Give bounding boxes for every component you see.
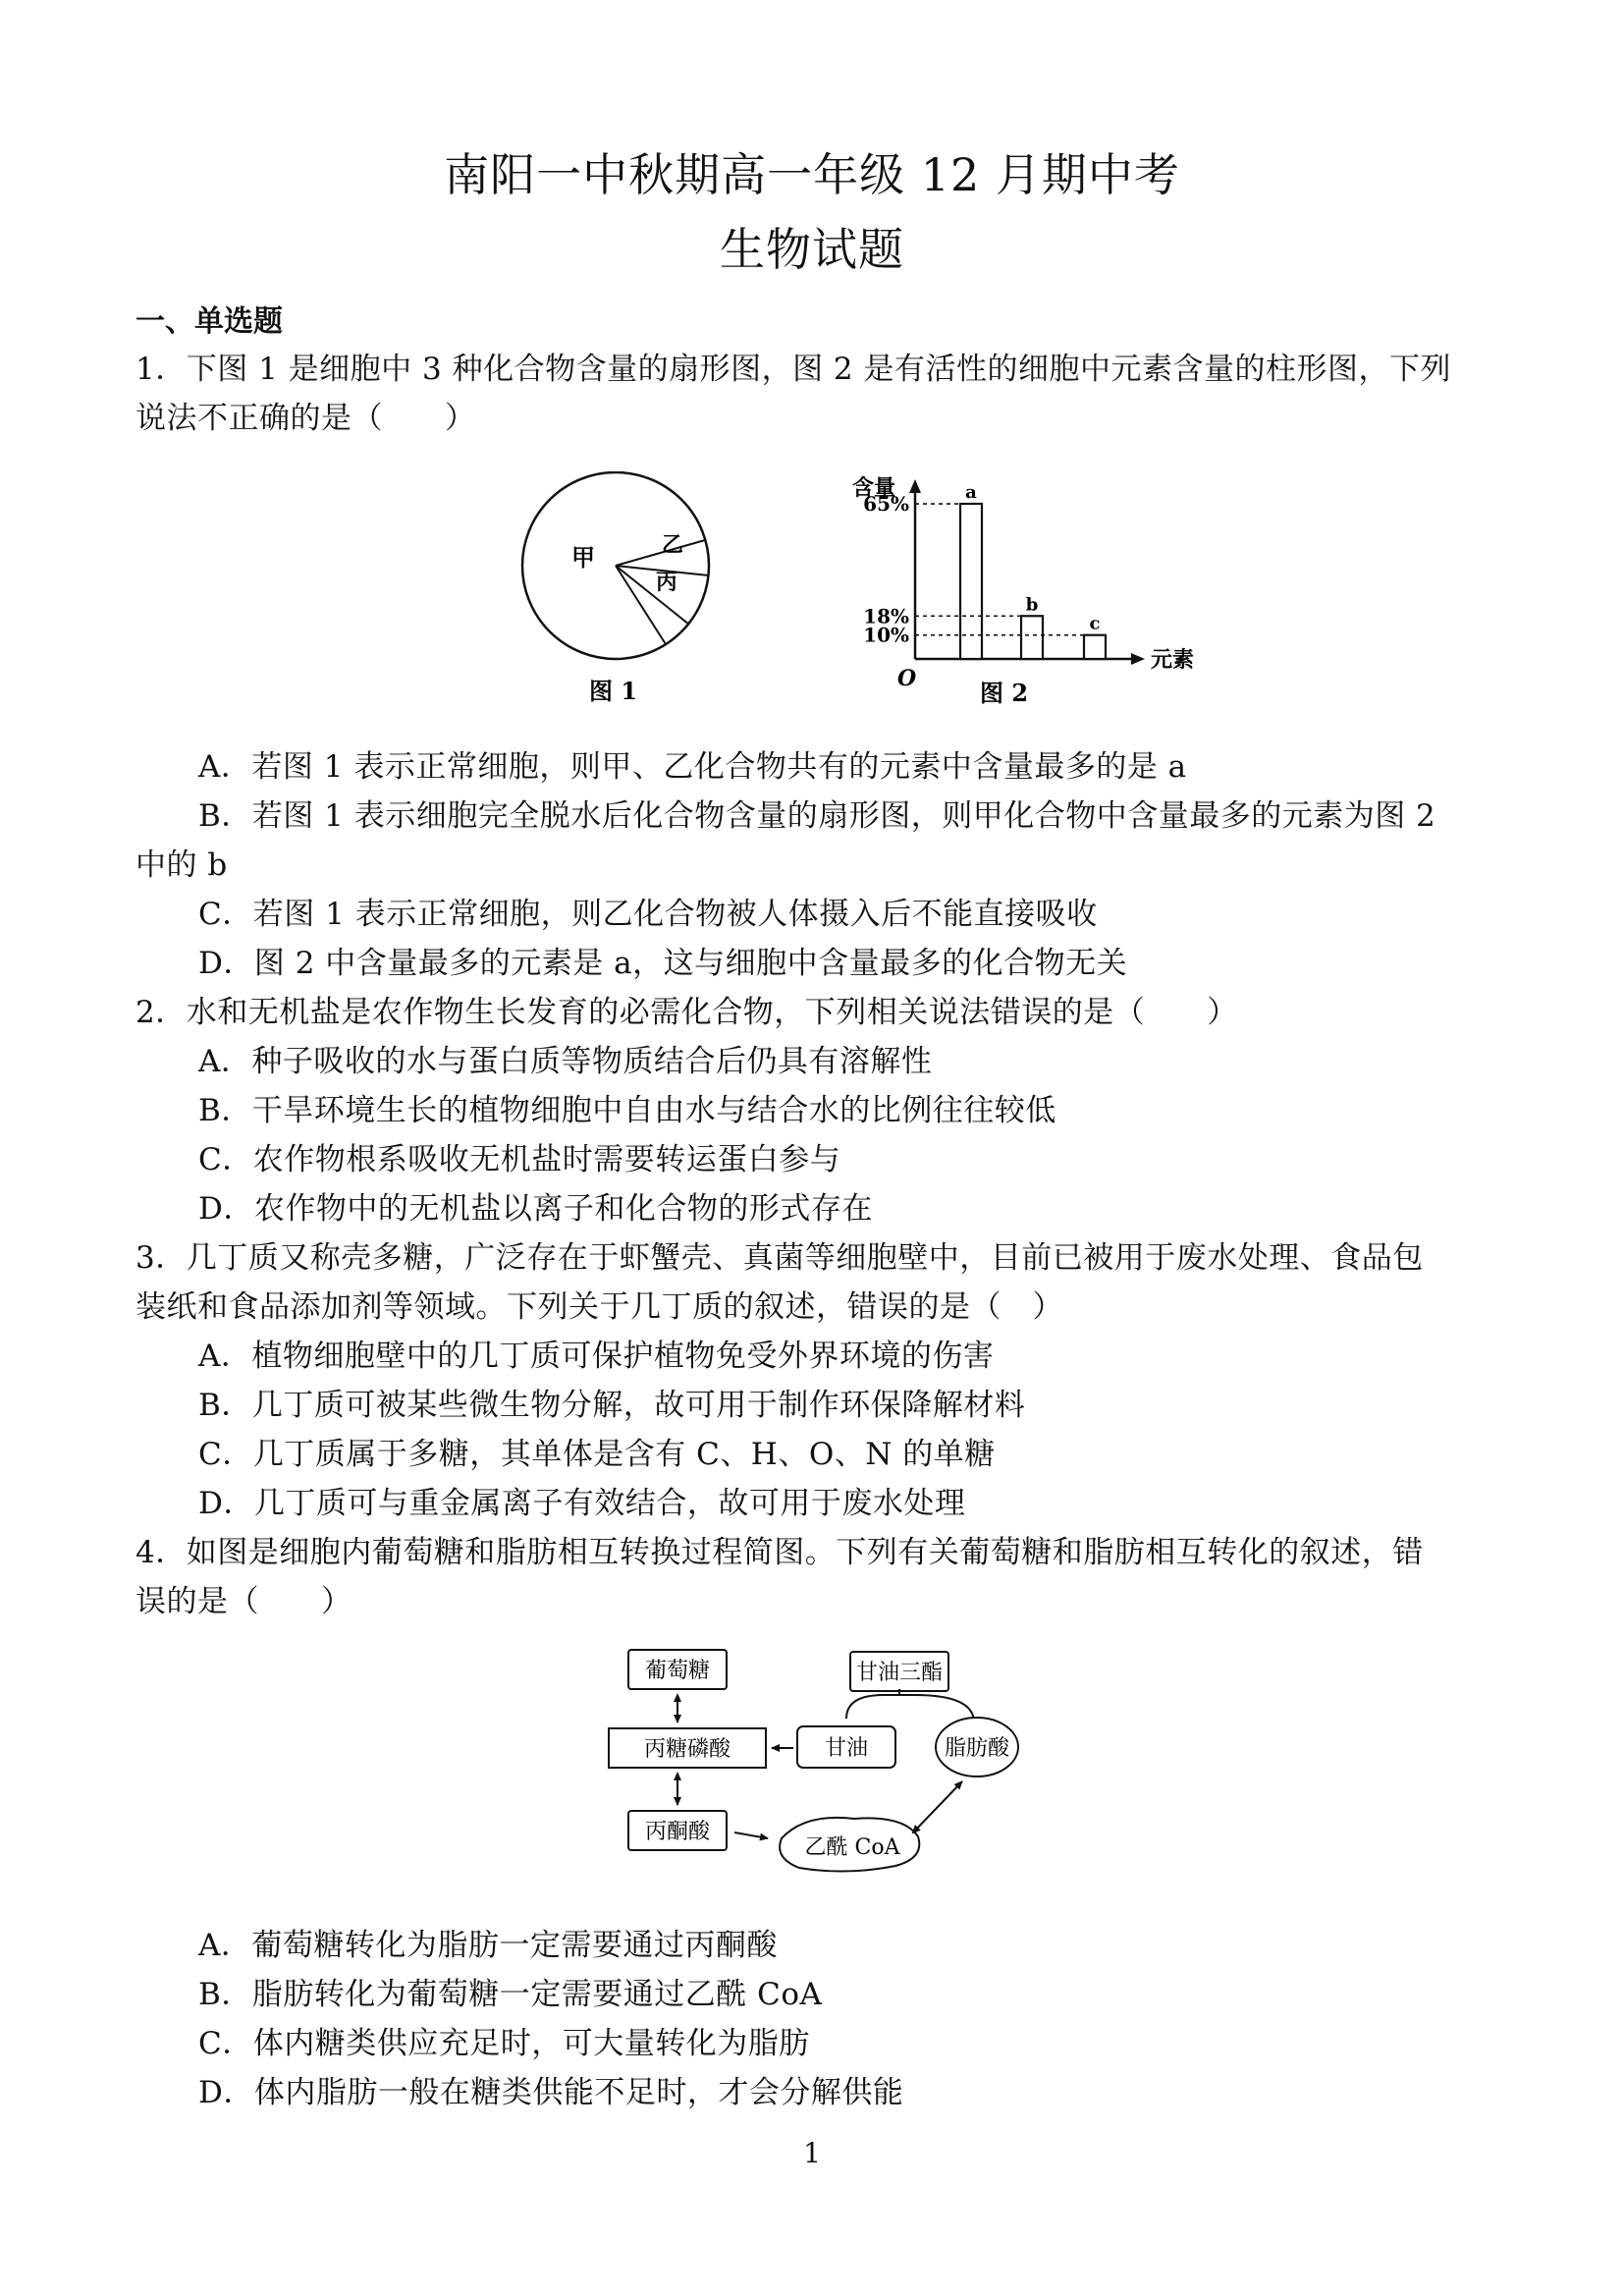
figure-2-bar-chart [844, 467, 1218, 725]
figure-1-pie [511, 471, 727, 717]
q4-option-a[interactable]: A．葡萄糖转化为脂肪一定需要通过丙酮酸 [198, 1928, 778, 1963]
node-pyruvate-label: 丙酮酸 [644, 1820, 711, 1844]
node-glucose-label: 葡萄糖 [644, 1659, 711, 1683]
bar-label-b: b [1025, 594, 1039, 616]
q4-option-d[interactable]: D．体内脂肪一般在糖类供能不足时，才会分解供能 [198, 2075, 904, 2110]
q3-stem-line-2: 装纸和食品添加剂等领域。下列关于几丁质的叙述，错误的是（ ） [135, 1289, 1063, 1325]
section-heading: 一、单选题 [135, 304, 283, 339]
q3-option-b[interactable]: B．几丁质可被某些微生物分解，故可用于制作环保降解材料 [198, 1388, 1026, 1423]
q3-option-a[interactable]: A．植物细胞壁中的几丁质可保护植物免受外界环境的伤害 [198, 1339, 995, 1374]
figure-2-caption: 图 2 [980, 679, 1029, 707]
bar-label-a: a [965, 482, 977, 504]
node-fatty-acid-label: 脂肪酸 [944, 1736, 1010, 1761]
bar-c [1084, 635, 1106, 659]
q2-option-b[interactable]: B．干旱环境生长的植物细胞中自由水与结合水的比例往往较低 [198, 1093, 1056, 1128]
q1-option-b-continued: 中的 b [135, 847, 228, 883]
y-axis-arrow [909, 479, 921, 493]
q1-option-a[interactable]: A．若图 1 表示正常细胞，则甲、乙化合物共有的元素中含量最多的是 a [198, 749, 1187, 785]
x-axis-arrow [1131, 653, 1145, 665]
q1-stem-line-2: 说法不正确的是（ ） [135, 401, 476, 436]
triglyceride-brace [846, 1689, 974, 1722]
node-glycerol-label: 甘油 [824, 1736, 869, 1761]
q4-stem-line-1: 4．如图是细胞内葡萄糖和脂肪相互转换过程简图。下列有关葡萄糖和脂肪相互转化的叙述，错 [135, 1535, 1424, 1570]
q3-option-d[interactable]: D．几丁质可与重金属离子有效结合，故可用于废水处理 [198, 1486, 966, 1521]
bar-label-c: c [1089, 613, 1101, 634]
y-tick-label: 10% [863, 623, 909, 647]
exam-title: 南阳一中秋期高一年级 12 月期中考 [444, 148, 1180, 201]
q1-option-c[interactable]: C．若图 1 表示正常细胞，则乙化合物被人体摄入后不能直接吸收 [198, 897, 1098, 932]
pie-label-jia: 甲 [571, 543, 595, 572]
node-triglyceride-label: 甘油三酯 [855, 1661, 944, 1685]
q2-option-c[interactable]: C．农作物根系吸收无机盐时需要转运蛋白参与 [198, 1142, 841, 1177]
q4-option-b[interactable]: B．脂肪转化为葡萄糖一定需要通过乙酰 CoA [198, 1977, 823, 2012]
q1-option-b[interactable]: B．若图 1 表示细胞完全脱水后化合物含量的扇形图，则甲化合物中含量最多的元素为图 2 [198, 798, 1436, 834]
q3-option-c[interactable]: C．几丁质属于多糖，其单体是含有 C、H、O、N 的单糖 [198, 1437, 996, 1472]
page-number: 1 [803, 2137, 821, 2169]
arrow-acetyl-coa-fatty-acid [913, 1781, 962, 1832]
pie-label-yi: 乙 [662, 532, 684, 558]
pie-label-bing: 丙 [656, 570, 678, 595]
y-tick-label: 18% [863, 604, 909, 629]
x-axis-label: 元素 [1151, 647, 1195, 673]
figure-4-conversion-diagram [589, 1630, 1041, 1895]
node-g3p-label: 丙糖磷酸 [643, 1737, 731, 1762]
bar-b [1021, 616, 1043, 659]
origin-label: O [897, 666, 917, 691]
q2-option-a[interactable]: A．种子吸收的水与蛋白质等物质结合后仍具有溶解性 [198, 1044, 933, 1079]
q4-option-c[interactable]: C．体内糖类供应充足时，可大量转化为脂肪 [198, 2026, 810, 2061]
q4-stem-line-2: 误的是（ ） [135, 1584, 352, 1619]
q2-stem-line-1: 2．水和无机盐是农作物生长发育的必需化合物，下列相关说法错误的是（ ） [135, 995, 1238, 1030]
y-tick-label: 65% [863, 492, 909, 517]
exam-subtitle: 生物试题 [720, 223, 904, 276]
arrow-pyruvate-acetyl-coa [734, 1832, 768, 1838]
q3-stem-line-1: 3．几丁质又称壳多糖，广泛存在于虾蟹壳、真菌等细胞壁中，目前已被用于废水处理、食品包 [135, 1240, 1424, 1276]
figure-1-caption: 图 1 [589, 677, 638, 705]
node-acetyl-coa-label: 乙酰 CoA [804, 1835, 900, 1860]
q1-option-d[interactable]: D．图 2 中含量最多的元素是 a，这与细胞中含量最多的化合物无关 [198, 946, 1128, 981]
q2-option-d[interactable]: D．农作物中的无机盐以离子和化合物的形式存在 [198, 1191, 873, 1227]
q1-stem-line-1: 1．下图 1 是细胞中 3 种化合物含量的扇形图，图 2 是有活性的细胞中元素含量的柱形图，下列 [135, 352, 1452, 387]
y-axis-label: 含量 [852, 475, 896, 501]
